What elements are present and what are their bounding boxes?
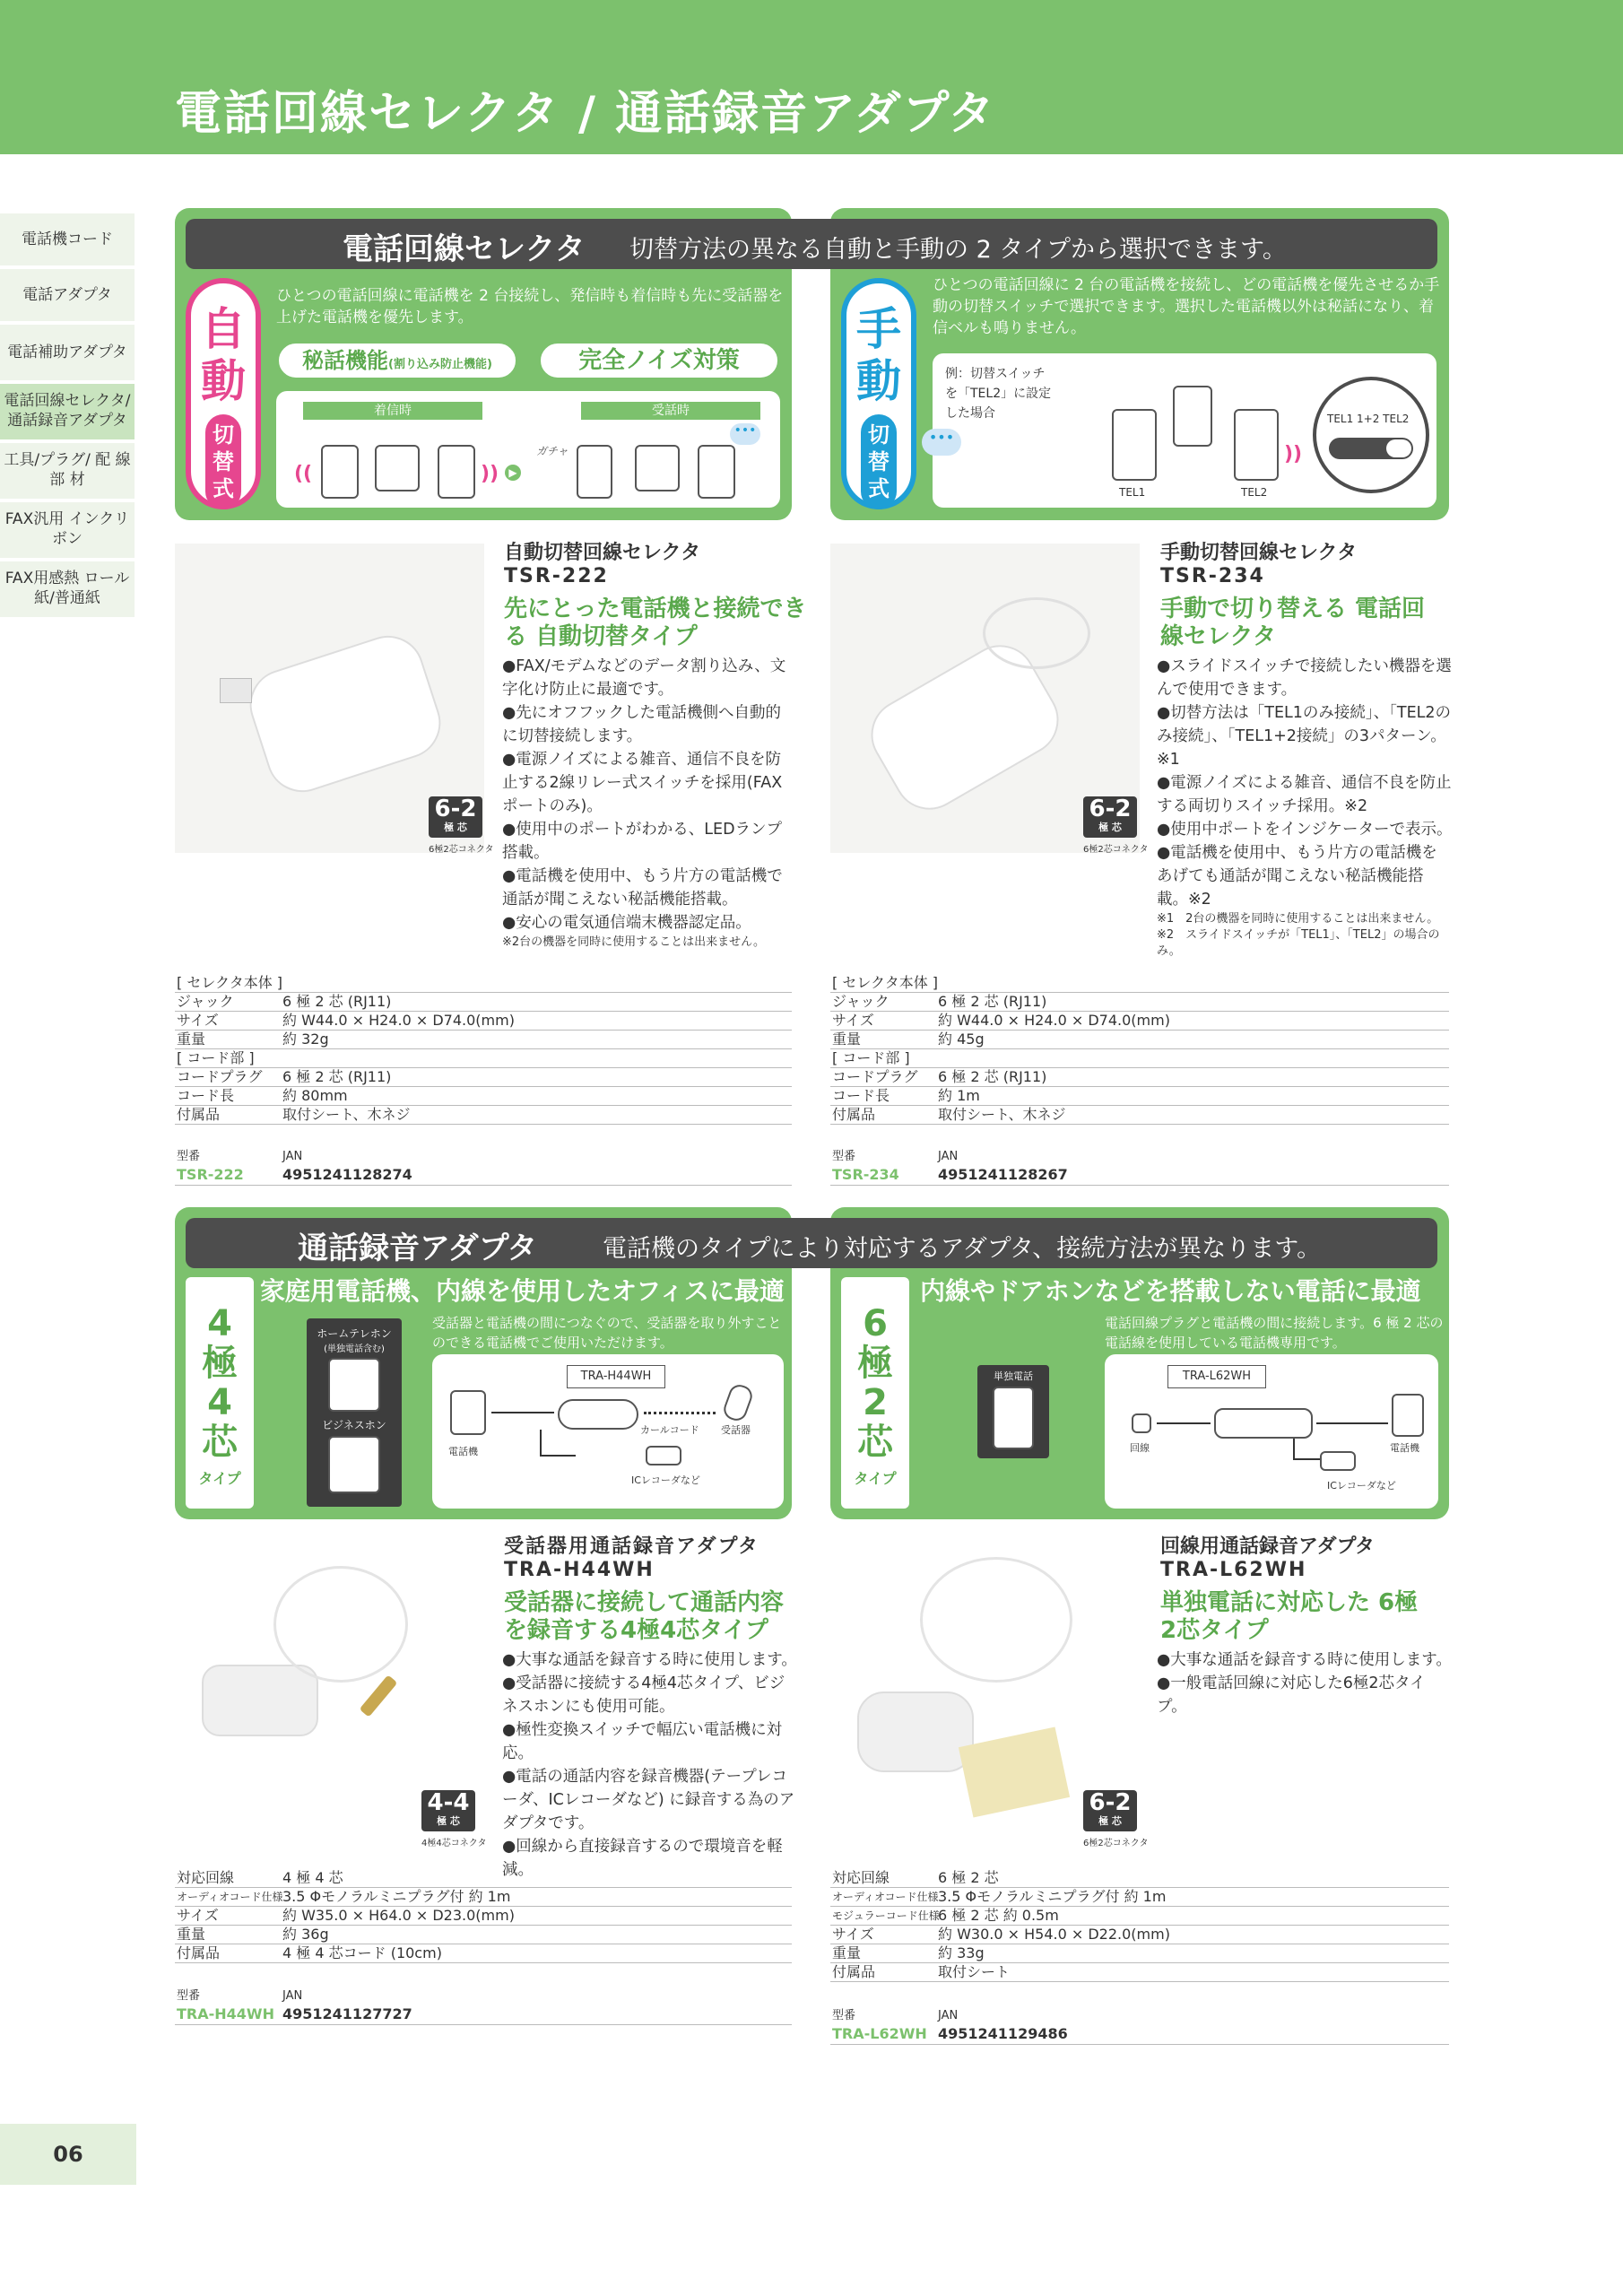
cable-line — [491, 1412, 554, 1413]
switch-closeup: TEL1 1+2 TEL2 — [1313, 377, 1429, 493]
manual-description: ひとつの電話回線に 2 台の電話機を接続し、どの電話機を優先させるか手動の切替スイッチで選択できます。選択した電話機以外は秘話になり、着信ベルも鳴りません。 — [933, 276, 1440, 337]
sidebar-item-fax-paper[interactable]: FAX用感熱 ロール紙/普通紙 — [0, 561, 135, 617]
recorder-right-diagram: TRA-L62WH 回線 電話機 ICレコーダなど — [1105, 1354, 1438, 1509]
recorder-left-description: 受話器と電話機の間につなぐので、受話器を取り外すことのできる電話機でご使用いただけます。 — [432, 1315, 782, 1351]
tra-h44wh-photo — [175, 1539, 484, 1826]
type-badge-62: 6極2芯 タイプ — [841, 1277, 909, 1509]
connector-badge: 6-2 極 芯 — [1083, 796, 1137, 838]
page-header — [0, 0, 1623, 154]
page-number: 06 — [0, 2124, 136, 2185]
ic-recorder-icon — [1320, 1451, 1356, 1471]
ic-recorder-icon — [646, 1446, 681, 1465]
spec-table: 対応回線 4 極 4 芯 オーディオコード仕様 3.5 Φモノラルミニプラグ付 約 1m サイズ 約 W35.0 × H64.0 × D23.0(mm) 重量 約 36g 付属品 4 極 4 芯コード (10cm) — [175, 1869, 792, 1968]
connector-caption: 6極2芯コネクタ — [429, 845, 494, 855]
business-phone-icon — [328, 1436, 380, 1493]
feature-list: ●大事な通話を録音する時に使用します。 ●受話器に接続する4極4芯タイプ、ビジネスホンにも使用可能。 ●極性変換スイッチで幅広い電話機に対応。 ●電話の通話内容を録音機器(テープレコーダ、ICレコーダなど) に録音する為のアダプタです。 ●回線から直接録音するので環境音を軽減。 — [502, 1651, 797, 1879]
tra-l62wh-photo — [830, 1539, 1140, 1826]
model-row: 型番 JAN TSR-234 4951241128267 — [830, 1148, 1449, 1186]
fax-icon — [635, 445, 680, 491]
sidebar-item-phone-adapter[interactable]: 電話アダプタ — [0, 269, 135, 321]
page-title: 電話回線セレクタ / 通話録音アダプタ — [175, 87, 996, 141]
recorder-right-heading: 内線やドアホンなどを搭載しない電話に最適 — [920, 1276, 1421, 1306]
product-headline: 手動で切り替える 電話回線セレクタ — [1160, 596, 1426, 650]
feature-list: ●FAX/モデムなどのデータ割り込み、文字化け防止に最適です。 ●先にオフフックした電話機側へ自動的に切替接続します。 ●電源ノイズによる雑音、通信不良を防止する2線リレー式スイッチを採用(FAXポートのみ)。 ●使用中のポートがわかる、LEDランプ搭載。 ●電話機を使用中、もう片方の電話機で通話が聞こえない秘話機能搭載。 ●安心の電気通信端末機器認定品。 ※2台の機器を同時に使用することは出来ません。 — [502, 657, 786, 949]
ring-icon: )) — [1284, 443, 1303, 465]
home-phone-icon — [328, 1358, 380, 1412]
curl-cord-line — [644, 1412, 716, 1414]
product-model: TRA-L62WH — [1160, 1559, 1307, 1581]
manual-diagram — [928, 353, 1436, 508]
feature-list: ●スライドスイッチで接続したい機器を選んで使用できます。 ●切替方法は「TEL1のみ接続」、「TEL2のみ接続」、「TEL1+2接続」の3パターン。※1 ●電源ノイズによる雑音、通信不良を防止する両切りスイッチ採用。※2 ●使用中ポートをインジケーターで表示。 ●電話機を使用中、もう片方の電話機をあげても通話が聞こえない秘話機能搭載。※2 ※1 2台の機器を同時に使用することは出来ません。 ※2 スライドスイッチが「TEL1」、「TEL2」の場合のみ。 — [1157, 657, 1453, 958]
connector-caption: 6極2芯コネクタ — [1083, 845, 1149, 855]
speech-bubble-icon: ••• — [922, 429, 961, 456]
product-headline: 受話器に接続して通話内容 を録音する4極4芯タイプ — [504, 1589, 785, 1644]
plug-illustration — [220, 678, 252, 703]
cord-illustration — [920, 1557, 1072, 1683]
selector-device-icon — [1173, 386, 1212, 447]
adapter-illustration — [857, 1692, 974, 1772]
phone-icon — [993, 1387, 1034, 1449]
connector-caption: 4極4芯コネクタ — [421, 1839, 487, 1848]
single-phone-box: 単独電話 — [977, 1365, 1049, 1458]
sidebar-item-tools[interactable]: 工具/プラグ/ 配 線 部 材 — [0, 443, 135, 499]
selector-banner — [186, 219, 1437, 269]
spec-table: [ セレクタ本体 ] ジャック 6 極 2 芯 (RJ11) サイズ 約 W44.0 × H24.0 × D74.0(mm) 重量 約 32g [ コード部 ] コードプラグ 6 極 2 芯 (RJ11) コード長 約 80mm 付属品 取付シート、木ネジ — [175, 974, 792, 1125]
fax-icon — [375, 445, 420, 491]
connector-caption: 6極2芯コネクタ — [1083, 1839, 1149, 1848]
product-name: 回線用通話録音アダプタ — [1160, 1535, 1375, 1558]
phone-icon — [321, 445, 359, 499]
product-model: TSR-222 — [504, 565, 609, 587]
model-row: 型番 JAN TRA-H44WH 4951241127727 — [175, 1987, 792, 2025]
phone-icon — [1112, 409, 1157, 481]
cable-line — [1293, 1439, 1320, 1460]
slide-switch-knob — [1386, 439, 1411, 457]
auto-badge: 自動 切替式 — [186, 278, 261, 509]
phone-icon — [1392, 1394, 1424, 1437]
adapter-illustration — [202, 1665, 318, 1736]
gacha-label: ガチャ — [536, 445, 568, 457]
label-outgoing: 受話時 — [581, 402, 760, 420]
phone-icon — [450, 1390, 486, 1435]
recorder-right-description: 電話回線プラグと電話機の間に接続します。6 極 2 芯の電話線を使用している電話機専用です。 — [1105, 1315, 1444, 1351]
phone-types-box: ホームテレホン (単独電話含む) ビジネスホン — [307, 1318, 402, 1507]
sidebar-item-phone-cord[interactable]: 電話機コード — [0, 213, 135, 265]
product-model: TRA-H44WH — [504, 1559, 655, 1581]
feature-list: ●大事な通話を録音する時に使用します。 ●一般電話回線に対応した6極2芯タイプ。 — [1157, 1651, 1452, 1716]
product-model: TSR-234 — [1160, 565, 1265, 587]
recorder-banner — [186, 1218, 1437, 1268]
selector-device-illustration — [240, 627, 449, 802]
type-badge-44: 4極4芯 タイプ — [186, 1277, 254, 1509]
phone-icon — [577, 445, 612, 499]
auto-diagram — [276, 391, 780, 508]
label-incoming: 着信時 — [303, 402, 482, 420]
cable-line — [540, 1430, 576, 1457]
recorder-subtitle: 電話機のタイプにより対応するアダプタ、接続方法が異なります。 — [603, 1235, 1322, 1263]
connector-badge: 6-2 極 芯 — [1083, 1790, 1137, 1831]
spec-table: [ セレクタ本体 ] ジャック 6 極 2 芯 (RJ11) サイズ 約 W44.0 × H24.0 × D74.0(mm) 重量 約 45g [ コード部 ] コードプラグ 6 極 2 芯 (RJ11) コード長 約 1m 付属品 取付シート、木ネジ — [830, 974, 1449, 1125]
mini-plug-illustration — [360, 1674, 398, 1717]
arrow-right-icon: ▶ — [505, 465, 521, 481]
manual-badge: 手動 切替式 — [841, 278, 916, 509]
adapter-icon — [558, 1399, 638, 1430]
sidebar-item-fax-ribbon[interactable]: FAX汎用 インクリボン — [0, 502, 135, 558]
phone-icon — [438, 445, 475, 499]
ring-icon: (( — [294, 463, 313, 485]
secrecy-feature-pill: 秘話機能(割り込み防止機能) — [276, 341, 518, 380]
speech-bubble-icon: ••• — [730, 423, 760, 445]
model-row: 型番 JAN TRA-L62WH 4951241129486 — [830, 2007, 1449, 2045]
tel1-label: TEL1 — [1119, 486, 1146, 499]
recorder-left-diagram: TRA-H44WH 電話機 カールコード 受話器 ICレコーダなど — [432, 1354, 784, 1509]
phone-icon — [1234, 409, 1279, 481]
product-headline: 先にとった電話機と接続できる 自動切替タイプ — [504, 596, 807, 650]
noise-feature-pill: 完全ノイズ対策 — [538, 341, 780, 380]
connector-badge: 6-2 極 芯 — [429, 796, 482, 838]
cable-line — [1316, 1422, 1388, 1424]
product-name: 手動切替回線セレクタ — [1160, 542, 1358, 564]
selector-subtitle: 切替方法の異なる自動と手動の 2 タイプから選択できます。 — [629, 236, 1287, 264]
handset-icon — [721, 1382, 755, 1423]
selector-title: 電話回線セレクタ — [343, 231, 586, 267]
sidebar-item-aux-adapter[interactable]: 電話補助アダプタ — [0, 325, 135, 380]
tel2-label: TEL2 — [1241, 486, 1268, 499]
product-name: 自動切替回線セレクタ — [504, 542, 701, 564]
model-row: 型番 JAN TSR-222 4951241128274 — [175, 1148, 792, 1186]
sidebar-item-selector-active[interactable]: 電話回線セレクタ/ 通話録音アダプタ — [0, 384, 135, 439]
ring-icon: )) — [481, 463, 499, 485]
mounting-sheet-illustration — [959, 1726, 1070, 1817]
cord-illustration — [273, 1566, 408, 1683]
phone-icon — [698, 445, 735, 499]
product-headline: 単独電話に対応した 6極2芯タイプ — [1160, 1589, 1419, 1644]
connector-badge: 4-4 極 芯 — [421, 1790, 475, 1831]
auto-description: ひとつの電話回線に電話機を 2 台接続し、発信時も着信時も先に受話器を上げた電話機を優先します。 — [276, 287, 784, 326]
cord-illustration — [983, 597, 1090, 669]
adapter-icon — [1214, 1408, 1313, 1439]
product-name: 受話器用通話録音アダプタ — [504, 1535, 759, 1558]
wall-jack-icon — [1132, 1413, 1151, 1433]
cable-line — [1157, 1422, 1211, 1424]
recorder-title: 通話録音アダプタ — [298, 1231, 538, 1266]
manual-example-text: 例：切替スイッチを「TEL2」に設定した場合 — [945, 367, 1052, 421]
recorder-left-heading: 家庭用電話機、内線を使用したオフィスに最適 — [260, 1276, 785, 1306]
spec-table: 対応回線 6 極 2 芯 オーディオコード仕様 3.5 Φモノラルミニプラグ付 約 1m モジュラーコード仕様 6 極 2 芯 約 0.5m サイズ 約 W30.0 × H54.0 × D22.0(mm) 重量 約 33g 付属品 取付シート — [830, 1869, 1449, 1986]
